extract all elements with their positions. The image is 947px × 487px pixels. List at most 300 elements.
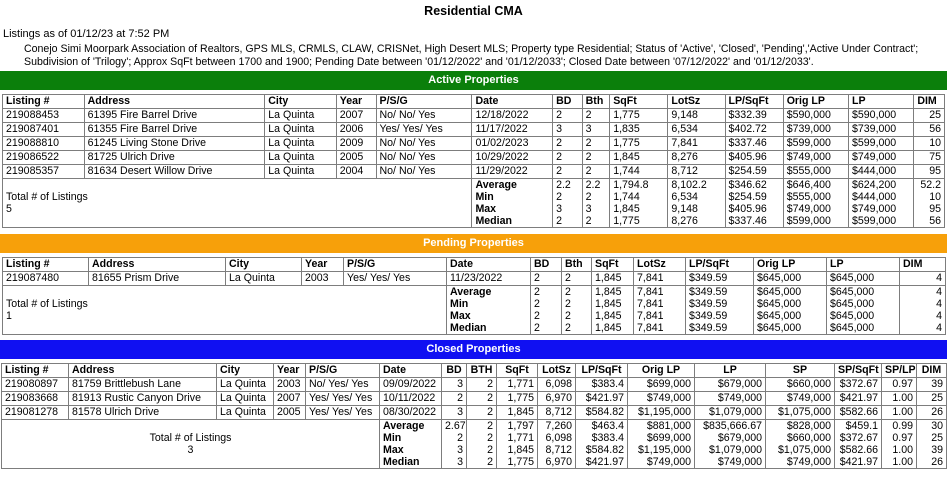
summary-value: 52.2 [914, 179, 945, 192]
summary-value: 2 [467, 444, 497, 456]
summary-value: 2 [562, 298, 592, 310]
summary-value: 3 [553, 203, 583, 215]
column-header-bth: BTH [467, 364, 497, 378]
summary-value: $349.59 [686, 322, 754, 335]
cell-listing: 219087401 [3, 123, 85, 137]
column-header-lp-sqft: LP/SqFt [725, 95, 783, 109]
cell-lotsz: 8,276 [668, 151, 725, 165]
cell-date: 01/02/2023 [472, 137, 553, 151]
summary-label: Max [380, 444, 442, 456]
column-header-bth: Bth [562, 258, 592, 272]
summary-label: Max [447, 310, 531, 322]
cell-lp: $739,000 [849, 123, 914, 137]
cell-sqft: 1,775 [610, 109, 668, 123]
column-header-year: Year [274, 364, 306, 378]
column-header-orig-lp: Orig LP [628, 364, 695, 378]
summary-value: $349.59 [686, 286, 754, 299]
summary-value: 2 [467, 420, 497, 433]
column-header-row [3, 258, 946, 272]
cell-city: La Quinta [217, 392, 274, 406]
column-header-sp: SP [766, 364, 835, 378]
cell-city: La Quinta [265, 165, 336, 179]
cell-city: La Quinta [265, 109, 336, 123]
summary-value: $599,000 [849, 215, 914, 228]
summary-value: 0.99 [882, 420, 917, 433]
summary-value: 1,775 [610, 215, 668, 228]
summary-value: 3 [442, 444, 467, 456]
column-header-lotsz: LotSz [538, 364, 576, 378]
summary-value: $646,400 [783, 179, 848, 192]
cell-sqft: 1,771 [497, 378, 538, 392]
summary-value: 10 [914, 191, 945, 203]
summary-value: 2.2 [582, 179, 610, 192]
cell-p-s-g: No/ Yes/ Yes [306, 378, 380, 392]
summary-value: $699,000 [628, 432, 695, 444]
cell-year: 2003 [302, 272, 344, 286]
summary-value: 7,841 [634, 286, 686, 299]
column-header-lp-sqft: LP/SqFt [686, 258, 754, 272]
summary-value: $679,000 [695, 432, 766, 444]
listing-row [2, 392, 947, 406]
cell-sqft: 1,845 [610, 151, 668, 165]
cell-address: 61355 Fire Barrel Drive [84, 123, 265, 137]
cell-bd: 2 [553, 151, 583, 165]
column-header-city: City [265, 95, 336, 109]
pending-properties-table [2, 257, 946, 335]
cell-bth: 2 [582, 137, 610, 151]
cell-dim: 26 [917, 406, 947, 420]
summary-value: 1,845 [592, 322, 634, 335]
cell-p-s-g: Yes/ Yes/ Yes [306, 406, 380, 420]
cell-bd: 2 [531, 272, 562, 286]
cell-p-s-g: Yes/ Yes/ Yes [344, 272, 447, 286]
cell-year: 2007 [274, 392, 306, 406]
cell-listing: 219080897 [2, 378, 69, 392]
cell-listing: 219083668 [2, 392, 69, 406]
column-header-p-s-g: P/S/G [306, 364, 380, 378]
summary-value: $645,000 [827, 286, 900, 299]
summary-value: 56 [914, 215, 945, 228]
summary-value: 2 [467, 456, 497, 469]
column-header-year: Year [336, 95, 376, 109]
active-properties-header: Active Properties [0, 71, 947, 90]
summary-value: $405.96 [725, 203, 783, 215]
summary-value: $254.59 [725, 191, 783, 203]
column-header-bd: BD [531, 258, 562, 272]
column-header-listing: Listing # [2, 364, 69, 378]
summary-label: Average [472, 179, 553, 192]
cell-lotsz: 8,712 [538, 406, 576, 420]
cell-p-s-g: No/ No/ Yes [376, 109, 472, 123]
summary-value: 2 [562, 310, 592, 322]
column-header-lotsz: LotSz [668, 95, 725, 109]
summary-value: 3 [582, 203, 610, 215]
column-header-orig-lp: Orig LP [754, 258, 827, 272]
summary-value: 1,744 [610, 191, 668, 203]
cell-lp: $444,000 [849, 165, 914, 179]
cell-bth: 2 [467, 406, 497, 420]
listings-as-of: Listings as of 01/12/23 at 7:52 PM [3, 28, 170, 40]
total-listings-count: 5 [6, 203, 12, 215]
cell-listing: 219087480 [3, 272, 89, 286]
summary-value: 2 [531, 298, 562, 310]
total-listings-count: 3 [187, 444, 194, 456]
summary-value: $624,200 [849, 179, 914, 192]
cell-city: La Quinta [265, 137, 336, 151]
column-header-city: City [226, 258, 302, 272]
summary-value: 1,845 [610, 203, 668, 215]
cell-address: 81655 Prism Drive [89, 272, 226, 286]
summary-value: $459.1 [835, 420, 882, 433]
summary-value: $645,000 [827, 322, 900, 335]
cell-lotsz: 9,148 [668, 109, 725, 123]
summary-value: 30 [917, 420, 947, 433]
cell-sqft: 1,835 [610, 123, 668, 137]
cell-sp-sqft: $582.66 [835, 406, 882, 420]
summary-value: 8,102.2 [668, 179, 725, 192]
summary-value: 2 [582, 191, 610, 203]
cell-address: 81578 Ulrich Drive [69, 406, 217, 420]
column-header-address: Address [84, 95, 265, 109]
cell-lotsz: 8,712 [668, 165, 725, 179]
listing-row [2, 378, 947, 392]
summary-value: $881,000 [628, 420, 695, 433]
column-header-year: Year [302, 258, 344, 272]
cell-sp-sqft: $421.97 [835, 392, 882, 406]
cell-bd: 2 [553, 137, 583, 151]
column-header-p-s-g: P/S/G [344, 258, 447, 272]
summary-value: $463.4 [576, 420, 628, 433]
cell-bd: 2 [442, 392, 467, 406]
cell-sqft: 1,845 [592, 272, 634, 286]
cell-sp-lp: 1.00 [882, 406, 917, 420]
cell-lp: $749,000 [695, 392, 766, 406]
total-listings-cell [2, 420, 380, 469]
column-header-listing: Listing # [3, 95, 85, 109]
cell-lp-sqft: $332.39 [725, 109, 783, 123]
cell-lp-sqft: $383.4 [576, 378, 628, 392]
summary-value: 2 [553, 191, 583, 203]
summary-label: Median [472, 215, 553, 228]
cell-date: 10/29/2022 [472, 151, 553, 165]
cell-p-s-g: No/ No/ Yes [376, 165, 472, 179]
summary-value: $1,079,000 [695, 444, 766, 456]
summary-value: 2 [467, 432, 497, 444]
cell-date: 12/18/2022 [472, 109, 553, 123]
cell-city: La Quinta [226, 272, 302, 286]
cell-lp-sqft: $584.82 [576, 406, 628, 420]
total-listings-count: 1 [6, 310, 12, 322]
cell-year: 2009 [336, 137, 376, 151]
column-header-sqft: SqFt [592, 258, 634, 272]
cell-lp-sqft: $402.72 [725, 123, 783, 137]
pending-properties-header: Pending Properties [0, 234, 947, 253]
cell-sp-lp: 1.00 [882, 392, 917, 406]
summary-value: 0.97 [882, 432, 917, 444]
total-listings-label: Total # of Listings [149, 432, 232, 444]
cell-address: 81725 Ulrich Drive [84, 151, 265, 165]
summary-label: Median [447, 322, 531, 335]
column-header-row [3, 95, 945, 109]
summary-value: 7,841 [634, 322, 686, 335]
cell-lp: $590,000 [849, 109, 914, 123]
summary-row [3, 179, 945, 192]
cell-orig-lp: $699,000 [628, 378, 695, 392]
summary-value: 2 [553, 215, 583, 228]
cell-p-s-g: No/ No/ Yes [376, 137, 472, 151]
listing-row [3, 151, 945, 165]
cell-dim: 95 [914, 165, 945, 179]
cell-lp-sqft: $254.59 [725, 165, 783, 179]
summary-value: 2 [562, 286, 592, 299]
summary-value: $599,000 [783, 215, 848, 228]
column-header-dim: DIM [917, 364, 947, 378]
cell-lp-sqft: $421.97 [576, 392, 628, 406]
summary-value: 4 [900, 310, 946, 322]
cell-orig-lp: $555,000 [783, 165, 848, 179]
cell-city: La Quinta [265, 151, 336, 165]
summary-value: $421.97 [576, 456, 628, 469]
summary-value: 2.2 [553, 179, 583, 192]
cell-address: 61245 Living Stone Drive [84, 137, 265, 151]
cell-listing: 219088810 [3, 137, 85, 151]
summary-value: 2 [531, 310, 562, 322]
cell-lotsz: 6,534 [668, 123, 725, 137]
summary-value: $749,000 [783, 203, 848, 215]
cell-dim: 75 [914, 151, 945, 165]
summary-value: $372.67 [835, 432, 882, 444]
column-header-p-s-g: P/S/G [376, 95, 472, 109]
cell-sqft: 1,775 [497, 392, 538, 406]
listing-row [3, 272, 946, 286]
summary-value: $1,075,000 [766, 444, 835, 456]
summary-label: Average [380, 420, 442, 433]
active-properties-table [2, 94, 945, 228]
summary-value: 4 [900, 286, 946, 299]
column-header-lp: LP [849, 95, 914, 109]
column-header-lp-sqft: LP/SqFt [576, 364, 628, 378]
cell-sp: $1,075,000 [766, 406, 835, 420]
summary-value: 1,845 [592, 298, 634, 310]
summary-value: $645,000 [754, 298, 827, 310]
cell-bth: 2 [562, 272, 592, 286]
cell-bth: 2 [467, 392, 497, 406]
summary-value: $828,000 [766, 420, 835, 433]
cell-sp: $660,000 [766, 378, 835, 392]
cell-lotsz: 7,841 [668, 137, 725, 151]
summary-value: 1,794.8 [610, 179, 668, 192]
summary-value: 1,845 [592, 310, 634, 322]
summary-value: $582.66 [835, 444, 882, 456]
summary-value: 4 [900, 298, 946, 310]
summary-value: 3 [442, 456, 467, 469]
summary-label: Max [472, 203, 553, 215]
cell-date: 11/17/2022 [472, 123, 553, 137]
cell-city: La Quinta [217, 406, 274, 420]
cell-dim: 25 [917, 392, 947, 406]
cell-sp: $749,000 [766, 392, 835, 406]
column-header-sp-sqft: SP/SqFt [835, 364, 882, 378]
cell-listing: 219085357 [3, 165, 85, 179]
summary-value: $645,000 [754, 310, 827, 322]
cell-sqft: 1,845 [497, 406, 538, 420]
cell-orig-lp: $645,000 [754, 272, 827, 286]
column-header-bd: BD [553, 95, 583, 109]
summary-value: 7,841 [634, 310, 686, 322]
cell-orig-lp: $749,000 [783, 151, 848, 165]
summary-value: 8,276 [668, 215, 725, 228]
column-header-sp-lp: SP/LP [882, 364, 917, 378]
summary-value: 2.67 [442, 420, 467, 433]
cell-year: 2007 [336, 109, 376, 123]
cell-orig-lp: $1,195,000 [628, 406, 695, 420]
column-header-sqft: SqFt [610, 95, 668, 109]
column-header-orig-lp: Orig LP [783, 95, 848, 109]
cell-listing: 219088453 [3, 109, 85, 123]
cell-date: 11/23/2022 [447, 272, 531, 286]
summary-value: 7,841 [634, 298, 686, 310]
cell-city: La Quinta [217, 378, 274, 392]
search-criteria: Conejo Simi Moorpark Association of Realtors, GPS MLS, CRMLS, CLAW, CRISNet, High Desert MLS; Property type Residential; Status of 'Active', 'Closed', 'Pending','Active Under Contract'; Subdivision of 'Trilogy'; Approx SqFt between 1700 and 1900; Pending Date between '01/12/2022' and '01/12/2033'; Closed Date between '07/12/2022' and '01/12/2033'. [24, 43, 919, 68]
column-header-dim: DIM [914, 95, 945, 109]
summary-value: 2 [531, 286, 562, 299]
cell-p-s-g: Yes/ Yes/ Yes [376, 123, 472, 137]
cell-bd: 3 [553, 123, 583, 137]
summary-value: 2 [442, 432, 467, 444]
cell-sp-sqft: $372.67 [835, 378, 882, 392]
column-header-sqft: SqFt [497, 364, 538, 378]
summary-label: Min [380, 432, 442, 444]
summary-value: $349.59 [686, 298, 754, 310]
summary-value: 1,845 [497, 444, 538, 456]
summary-value: $555,000 [783, 191, 848, 203]
cell-city: La Quinta [265, 123, 336, 137]
listing-row [2, 406, 947, 420]
cell-sqft: 1,775 [610, 137, 668, 151]
column-header-dim: DIM [900, 258, 946, 272]
cell-orig-lp: $739,000 [783, 123, 848, 137]
cell-bth: 2 [582, 165, 610, 179]
cell-dim: 25 [914, 109, 945, 123]
summary-value: $749,000 [628, 456, 695, 469]
cell-year: 2005 [274, 406, 306, 420]
summary-value: $645,000 [754, 322, 827, 335]
summary-value: 2 [531, 322, 562, 335]
cell-address: 81759 Brittlebush Lane [69, 378, 217, 392]
summary-value: 1,797 [497, 420, 538, 433]
column-header-listing: Listing # [3, 258, 89, 272]
summary-label: Min [447, 298, 531, 310]
cell-address: 61395 Fire Barrel Drive [84, 109, 265, 123]
cell-listing: 219081278 [2, 406, 69, 420]
summary-value: $1,195,000 [628, 444, 695, 456]
cell-bd: 2 [553, 165, 583, 179]
summary-label: Min [472, 191, 553, 203]
listing-row [3, 109, 945, 123]
cell-lp: $749,000 [849, 151, 914, 165]
summary-value: $749,000 [766, 456, 835, 469]
summary-value: 1.00 [882, 444, 917, 456]
cell-address: 81634 Desert Willow Drive [84, 165, 265, 179]
summary-value: 9,148 [668, 203, 725, 215]
column-header-date: Date [447, 258, 531, 272]
closed-properties-header: Closed Properties [0, 340, 947, 359]
summary-value: $835,666.67 [695, 420, 766, 433]
cell-year: 2004 [336, 165, 376, 179]
cell-lp-sqft: $337.46 [725, 137, 783, 151]
summary-value: 25 [917, 432, 947, 444]
cell-sp-lp: 0.97 [882, 378, 917, 392]
column-header-date: Date [472, 95, 553, 109]
cell-lp: $645,000 [827, 272, 900, 286]
report-title: Residential CMA [424, 4, 523, 18]
total-listings-cell [3, 179, 472, 228]
cell-lp: $599,000 [849, 137, 914, 151]
cell-p-s-g: No/ No/ Yes [376, 151, 472, 165]
listing-row [3, 165, 945, 179]
cell-bd: 2 [553, 109, 583, 123]
summary-value: 2 [562, 322, 592, 335]
column-header-city: City [217, 364, 274, 378]
summary-value: $383.4 [576, 432, 628, 444]
summary-value: $337.46 [725, 215, 783, 228]
cell-orig-lp: $590,000 [783, 109, 848, 123]
cell-year: 2003 [274, 378, 306, 392]
column-header-date: Date [380, 364, 442, 378]
summary-label: Average [447, 286, 531, 299]
cell-lp: $679,000 [695, 378, 766, 392]
summary-value: $645,000 [827, 310, 900, 322]
summary-value: 6,970 [538, 456, 576, 469]
cell-p-s-g: Yes/ Yes/ Yes [306, 392, 380, 406]
summary-value: $645,000 [827, 298, 900, 310]
cell-lotsz: 6,098 [538, 378, 576, 392]
cell-dim: 56 [914, 123, 945, 137]
summary-label: Median [380, 456, 442, 469]
cell-bth: 2 [582, 109, 610, 123]
cell-orig-lp: $599,000 [783, 137, 848, 151]
summary-value: 2 [582, 215, 610, 228]
summary-value: $444,000 [849, 191, 914, 203]
cell-sqft: 1,744 [610, 165, 668, 179]
summary-value: $645,000 [754, 286, 827, 299]
cell-bd: 3 [442, 378, 467, 392]
summary-value: 7,260 [538, 420, 576, 433]
total-listings-cell [3, 286, 447, 335]
cell-bth: 3 [582, 123, 610, 137]
summary-value: $346.62 [725, 179, 783, 192]
summary-value: 4 [900, 322, 946, 335]
cell-lp-sqft: $349.59 [686, 272, 754, 286]
cell-lp-sqft: $405.96 [725, 151, 783, 165]
closed-properties-table [1, 363, 947, 469]
cell-bth: 2 [467, 378, 497, 392]
summary-value: 39 [917, 444, 947, 456]
cell-date: 11/29/2022 [472, 165, 553, 179]
summary-value: $749,000 [695, 456, 766, 469]
column-header-address: Address [69, 364, 217, 378]
summary-value: 6,534 [668, 191, 725, 203]
cell-listing: 219086522 [3, 151, 85, 165]
cell-lotsz: 6,970 [538, 392, 576, 406]
column-header-lotsz: LotSz [634, 258, 686, 272]
column-header-bth: Bth [582, 95, 610, 109]
summary-value: $660,000 [766, 432, 835, 444]
column-header-row [2, 364, 947, 378]
total-listings-label: Total # of Listings [6, 191, 88, 203]
cell-dim: 4 [900, 272, 946, 286]
summary-value: $421.97 [835, 456, 882, 469]
